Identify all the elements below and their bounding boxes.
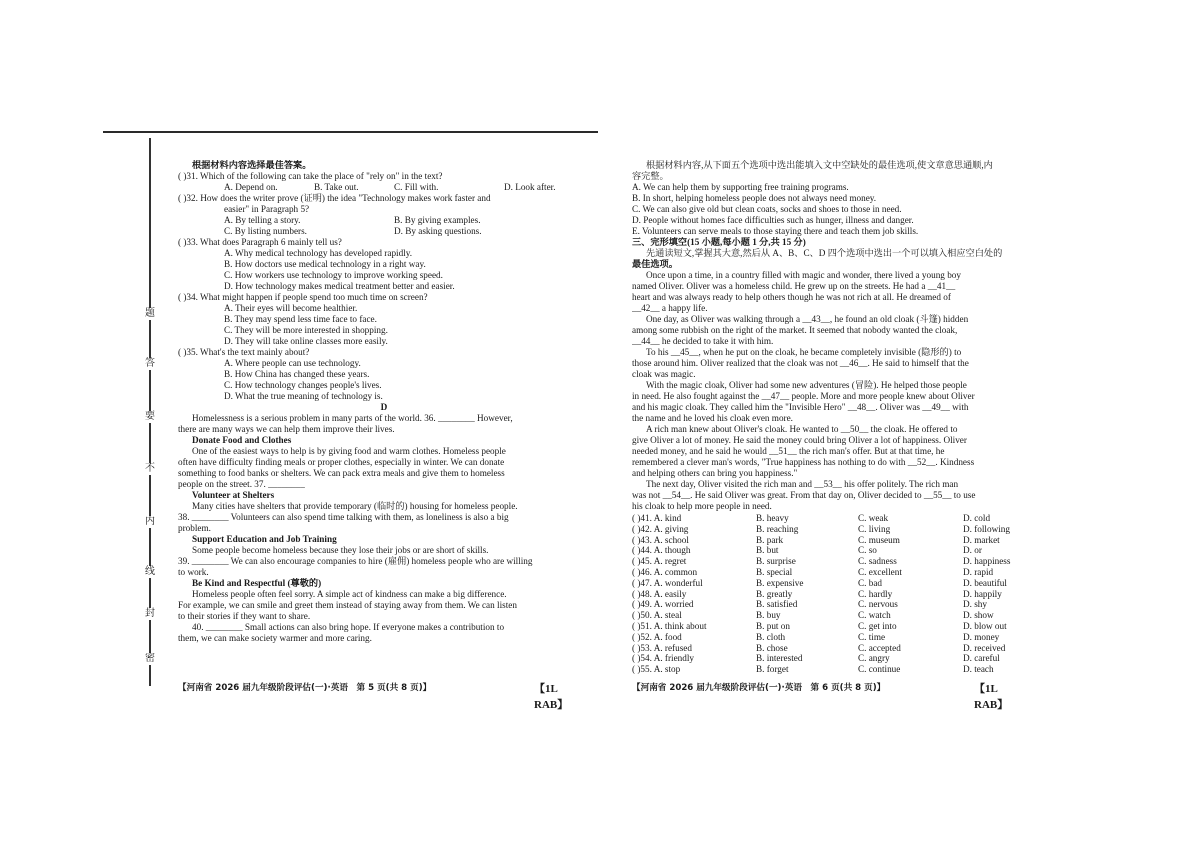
passage-line: remembered a clever man's words, "True happiness has nothing to do with __52__. Kindness bbox=[632, 457, 975, 467]
passage-line: give Oliver a lot of money. He said the money could bring Oliver a lot of happiness. Oliver bbox=[632, 435, 967, 445]
answer-choice[interactable]: B. put on bbox=[756, 620, 790, 631]
passage-line: __44__ he decided to take it with him. bbox=[632, 336, 774, 346]
answer-choice[interactable]: D. money bbox=[963, 631, 1000, 642]
answer-row bbox=[632, 643, 1057, 654]
passage-line: One of the easiest ways to help is by giving food and warm clothes. Homeless people bbox=[192, 446, 506, 456]
passage-line: Be Kind and Respectful (尊敬的) bbox=[192, 578, 322, 588]
answer-choice[interactable]: ( )51. A. think about bbox=[632, 620, 707, 631]
answer-choice[interactable]: C. bad bbox=[858, 577, 882, 588]
binding-char: 内 bbox=[142, 516, 158, 528]
option[interactable]: D. By asking questions. bbox=[394, 226, 482, 236]
answer-choice[interactable]: B. but bbox=[756, 545, 779, 556]
footer-right bbox=[632, 681, 1009, 711]
answer-choice[interactable]: B. surprise bbox=[756, 556, 796, 567]
option[interactable]: C. How workers use technology to improve working speed. bbox=[224, 270, 443, 280]
passage-line: people on the street. 37. ________ bbox=[178, 479, 305, 489]
answer-choice[interactable]: B. special bbox=[756, 566, 793, 577]
answer-choice[interactable]: B. chose bbox=[756, 642, 788, 653]
passage-line: One day, as Oliver was walking through a __43__, he found an old cloak (斗篷) hidden bbox=[646, 314, 969, 324]
answer-choice[interactable]: ( )43. A. school bbox=[632, 534, 689, 545]
right-page bbox=[632, 160, 1057, 675]
footer-text: 【河南省 2026 届九年级阶段评估(一)·英语 第 5 页(共 8 页)】 bbox=[178, 683, 432, 693]
binding-char: 题 bbox=[142, 308, 158, 320]
option[interactable]: D. How technology makes medical treatment better and easier. bbox=[224, 281, 455, 291]
answer-row bbox=[632, 589, 1057, 600]
answer-row bbox=[632, 578, 1057, 589]
answer-choice[interactable]: D. beautiful bbox=[963, 577, 1007, 588]
section-heading: D bbox=[380, 402, 388, 412]
answer-choice[interactable]: ( )49. A. worried bbox=[632, 599, 694, 610]
question-stem-cont: easier" in Paragraph 5? bbox=[224, 204, 310, 214]
question-34 bbox=[178, 292, 590, 347]
passage-line: was not __54__. He said Oliver was great. From that day on, Oliver decided to __55__ to use bbox=[632, 490, 976, 500]
instruction: 根据材料内容,从下面五个选项中选出能填入文中空缺处的最佳选项,使文章意思通顺,内 bbox=[646, 160, 993, 170]
option[interactable]: C. How technology changes people's lives. bbox=[224, 380, 382, 390]
answer-choice[interactable]: D. received bbox=[963, 642, 1006, 653]
option-item: B. In short, helping homeless people does not always need money. bbox=[632, 193, 877, 203]
section-heading: 三、完形填空(15 小题,每小题 1 分,共 15 分) bbox=[632, 237, 806, 247]
answer-choice[interactable]: C. accepted bbox=[858, 642, 901, 653]
option[interactable]: A. Where people can use technology. bbox=[224, 358, 361, 368]
answer-choice[interactable]: B. forget bbox=[756, 664, 789, 675]
answer-choice[interactable]: C. sadness bbox=[858, 556, 897, 567]
passage-line: A rich man knew about Oliver's cloak. He wanted to __50__ the cloak. He offered to bbox=[646, 424, 958, 434]
passage-line: With the magic cloak, Oliver had some new adventures (冒险). He helped those people bbox=[646, 380, 967, 390]
answer-row bbox=[632, 610, 1057, 621]
answer-choice[interactable]: C. nervous bbox=[858, 599, 898, 610]
passage-line: Many cities have shelters that provide temporary (临时的) housing for homeless people. bbox=[192, 501, 518, 511]
passage-line: To his __45__, when he put on the cloak, he became completely invisible (隐形的) to bbox=[646, 347, 962, 357]
passage-line: them, we can make society warmer and more caring. bbox=[178, 633, 372, 643]
instruction: 根据材料内容选择最佳答案。 bbox=[192, 160, 312, 170]
answer-choice[interactable]: ( )53. A. refused bbox=[632, 642, 692, 653]
option-item: C. We can also give old but clean coats, socks and shoes to those in need. bbox=[632, 204, 902, 214]
section-instruction-cont: 最佳选项。 bbox=[632, 259, 678, 269]
option[interactable]: C. They will be more interested in shopping. bbox=[224, 325, 388, 335]
answer-choice[interactable]: C. museum bbox=[858, 534, 900, 545]
answer-row bbox=[632, 664, 1057, 675]
answer-choice[interactable]: D. careful bbox=[963, 653, 1000, 664]
passage-line: to work. bbox=[178, 567, 209, 577]
answer-choice[interactable]: B. satisfied bbox=[756, 599, 798, 610]
answer-row bbox=[632, 513, 1057, 524]
option[interactable]: D. They will take online classes more easily. bbox=[224, 336, 388, 346]
options-row bbox=[178, 226, 590, 237]
answer-choice[interactable]: ( )45. A. regret bbox=[632, 556, 687, 567]
passage-line: 38. ________ Volunteers can also spend time talking with them, as loneliness is also a big bbox=[178, 512, 509, 522]
answer-choice[interactable]: D. happiness bbox=[963, 556, 1011, 567]
answer-choice[interactable]: ( )50. A. steal bbox=[632, 610, 682, 621]
answer-choice[interactable]: C. watch bbox=[858, 610, 891, 621]
option[interactable]: B. How doctors use medical technology in a right way. bbox=[224, 259, 426, 269]
passage-line: The next day, Oliver visited the rich man and __53__ his offer politely. The rich man bbox=[646, 479, 959, 489]
binding-char: 线 bbox=[142, 566, 158, 578]
question-32 bbox=[178, 193, 590, 237]
answer-choice[interactable]: D. cold bbox=[963, 513, 991, 523]
answer-choice[interactable]: ( )42. A. giving bbox=[632, 523, 689, 534]
answer-choice[interactable]: ( )55. A. stop bbox=[632, 664, 681, 675]
passage-line: Some people become homeless because they lose their jobs or are short of skills. bbox=[192, 545, 489, 555]
passage-line: among some rubbish on the right of the market. It seemed that nobody wanted the cloak, bbox=[632, 325, 958, 335]
answer-row bbox=[632, 545, 1057, 556]
passage-line: named Oliver. Oliver was a homeless child. He grew up on the streets. He had a __41__ bbox=[632, 281, 956, 291]
option[interactable]: B. How China has changed these years. bbox=[224, 369, 370, 379]
option[interactable]: A. Their eyes will become healthier. bbox=[224, 303, 358, 313]
answer-choice[interactable]: C. time bbox=[858, 631, 886, 642]
option[interactable]: B. Take out. bbox=[314, 182, 359, 192]
option[interactable]: A. By telling a story. bbox=[224, 215, 301, 225]
answer-choice[interactable]: C. living bbox=[858, 523, 891, 534]
answer-choice[interactable]: ( )44. A. though bbox=[632, 545, 691, 556]
passage-line: Homeless people often feel sorry. A simple act of kindness can make a big difference. bbox=[192, 589, 507, 599]
answer-choice[interactable]: D. blow out bbox=[963, 620, 1007, 631]
answer-choice[interactable]: C. so bbox=[858, 545, 877, 556]
answer-row bbox=[632, 599, 1057, 610]
passage-line: and helping others can bring you happiness." bbox=[632, 468, 798, 478]
answer-choice[interactable]: ( )41. A. kind bbox=[632, 513, 682, 523]
answer-row bbox=[632, 621, 1057, 632]
option[interactable]: C. By listing numbers. bbox=[224, 226, 307, 236]
passage-line: __42__ a happy life. bbox=[632, 303, 708, 313]
answer-choice[interactable]: B. reaching bbox=[756, 523, 799, 534]
footer-left bbox=[178, 681, 569, 711]
answer-choice[interactable]: ( )54. A. friendly bbox=[632, 653, 695, 664]
answer-choice[interactable]: C. continue bbox=[858, 664, 901, 675]
answer-choice[interactable]: D. or bbox=[963, 545, 982, 556]
option-item: A. We can help them by supporting free training programs. bbox=[632, 182, 849, 192]
option[interactable]: D. Look after. bbox=[504, 182, 556, 192]
option[interactable]: B. By giving examples. bbox=[394, 215, 481, 225]
options-row bbox=[178, 215, 590, 226]
top-border-line bbox=[103, 131, 598, 133]
paper-code: 【1L RAB】 bbox=[534, 683, 569, 711]
binding-char: 密 bbox=[142, 653, 158, 665]
answer-choice[interactable]: B. buy bbox=[756, 610, 781, 621]
passage-line: Homelessness is a serious problem in many parts of the world. 36. ________ However, bbox=[192, 413, 513, 423]
answer-choice[interactable]: D. market bbox=[963, 534, 1000, 545]
answer-choice[interactable]: D. teach bbox=[963, 664, 994, 675]
answer-row bbox=[632, 535, 1057, 546]
question-stem: ( )32. How does the writer prove (证明) the idea "Technology makes work faster and bbox=[178, 193, 491, 203]
passage-line: the name and he loved his cloak even more. bbox=[632, 413, 793, 423]
answer-choice[interactable]: D. shy bbox=[963, 599, 987, 610]
footer-text: 【河南省 2026 届九年级阶段评估(一)·英语 第 6 页(共 8 页)】 bbox=[632, 683, 886, 693]
passage-line: Support Education and Job Training bbox=[192, 534, 337, 544]
passage-line: something to food banks or shelters. We can pack extra meals and give them to homeless bbox=[178, 468, 505, 478]
question-stem: ( )34. What might happen if people spend too much time on screen? bbox=[178, 292, 428, 302]
passage-line: and his magic cloak. They called him the "Invisible Hero" __48__. Oliver was __49__ with bbox=[632, 402, 969, 412]
answer-choice[interactable]: B. heavy bbox=[756, 513, 789, 523]
answer-choice[interactable]: D. following bbox=[963, 523, 1010, 534]
option[interactable]: B. They may spend less time face to face. bbox=[224, 314, 377, 324]
question-stem: ( )31. Which of the following can take the place of "rely on" in the text? bbox=[178, 171, 443, 181]
passage-line: there are many ways we can help them improve their lives. bbox=[178, 424, 395, 434]
binding-char: 答 bbox=[142, 358, 158, 370]
question-stem: ( )35. What's the text mainly about? bbox=[178, 347, 310, 357]
answer-choice[interactable]: C. hardly bbox=[858, 588, 893, 599]
option-item: E. Volunteers can serve meals to those staying there and teach them job skills. bbox=[632, 226, 919, 236]
binding-line bbox=[142, 138, 158, 686]
cloze-passage bbox=[632, 270, 1057, 512]
passage-d bbox=[178, 413, 590, 644]
answer-choice[interactable]: B. cloth bbox=[756, 631, 786, 642]
question-35 bbox=[178, 347, 590, 402]
option[interactable]: C. Fill with. bbox=[394, 182, 439, 192]
passage-line: to their stories if they want to share. bbox=[178, 611, 311, 621]
passage-line: Volunteer at Shelters bbox=[192, 490, 275, 500]
binding-char: 要 bbox=[142, 411, 158, 423]
passage-line: those around him. Oliver realized that the cloak was not __46__. He said to himself that the bbox=[632, 358, 969, 368]
instruction-cont: 容完整。 bbox=[632, 171, 669, 181]
answer-choice[interactable]: C. excellent bbox=[858, 566, 902, 577]
passage-line: problem. bbox=[178, 523, 211, 533]
option[interactable]: A. Depend on. bbox=[224, 182, 278, 192]
passage-line: 40. ________ Small actions can also bring hope. If everyone makes a contribution to bbox=[192, 622, 505, 632]
answer-choice[interactable]: C. weak bbox=[858, 513, 889, 523]
passage-line: in need. He also fought against the __47__ people. More and more people knew about Oliver bbox=[632, 391, 975, 401]
question-stem: ( )33. What does Paragraph 6 mainly tell us? bbox=[178, 237, 342, 247]
answer-row bbox=[632, 524, 1057, 535]
answer-choice[interactable]: B. greatly bbox=[756, 588, 793, 599]
answer-choice[interactable]: B. expensive bbox=[756, 577, 804, 588]
answer-row bbox=[632, 556, 1057, 567]
answer-choice[interactable]: D. happily bbox=[963, 588, 1002, 599]
left-page bbox=[178, 160, 590, 644]
answer-row bbox=[632, 653, 1057, 664]
answer-choice[interactable]: D. rapid bbox=[963, 566, 994, 577]
answer-choice[interactable]: ( )52. A. food bbox=[632, 631, 682, 642]
question-33 bbox=[178, 237, 590, 292]
answer-choice[interactable]: B. park bbox=[756, 534, 784, 545]
answer-choices-table bbox=[632, 513, 1057, 675]
options-row bbox=[178, 182, 590, 193]
answer-row bbox=[632, 632, 1057, 643]
option-item: D. People without homes face difficulties such as hunger, illness and danger. bbox=[632, 215, 914, 225]
binding-char: 封 bbox=[142, 608, 158, 620]
option-list bbox=[632, 182, 1057, 237]
passage-line: For example, we can smile and greet them instead of staying away from them. We can listen bbox=[178, 600, 517, 610]
passage-line: needed money, and he said he would __51__ the rich man's offer. But at that time, he bbox=[632, 446, 945, 456]
answer-row bbox=[632, 567, 1057, 578]
passage-line: his cloak to help more people in need. bbox=[632, 501, 772, 511]
answer-choice[interactable]: D. show bbox=[963, 610, 994, 621]
option[interactable]: A. Why medical technology has developed rapidly. bbox=[224, 248, 413, 258]
paper-code: 【1L RAB】 bbox=[974, 683, 1009, 711]
answer-choice[interactable]: C. angry bbox=[858, 653, 890, 664]
answer-choice[interactable]: ( )48. A. easily bbox=[632, 588, 687, 599]
passage-line: Once upon a time, in a country filled with magic and wonder, there lived a young boy bbox=[646, 270, 961, 280]
answer-choice[interactable]: C. get into bbox=[858, 620, 897, 631]
passage-line: 39. ________ We can also encourage companies to hire (雇佣) homeless people who are willing bbox=[178, 556, 533, 566]
answer-choice[interactable]: ( )46. A. common bbox=[632, 566, 698, 577]
question-31 bbox=[178, 171, 590, 193]
option[interactable]: D. What the true meaning of technology is. bbox=[224, 391, 383, 401]
passage-line: heart and was always ready to help others though he was not rich at all. He dreamed of bbox=[632, 292, 951, 302]
binding-char: 不 bbox=[142, 463, 158, 475]
passage-line: often have difficulty finding meals or proper clothes, especially in winter. We can donate bbox=[178, 457, 505, 467]
passage-line: cloak was magic. bbox=[632, 369, 696, 379]
answer-choice[interactable]: ( )47. A. wonderful bbox=[632, 577, 703, 588]
answer-choice[interactable]: B. interested bbox=[756, 653, 803, 664]
section-instruction: 先通读短文,掌握其大意,然后从 A、B、C、D 四个选项中选出一个可以填入相应空白处的 bbox=[646, 248, 1003, 258]
passage-line: Donate Food and Clothes bbox=[192, 435, 292, 445]
